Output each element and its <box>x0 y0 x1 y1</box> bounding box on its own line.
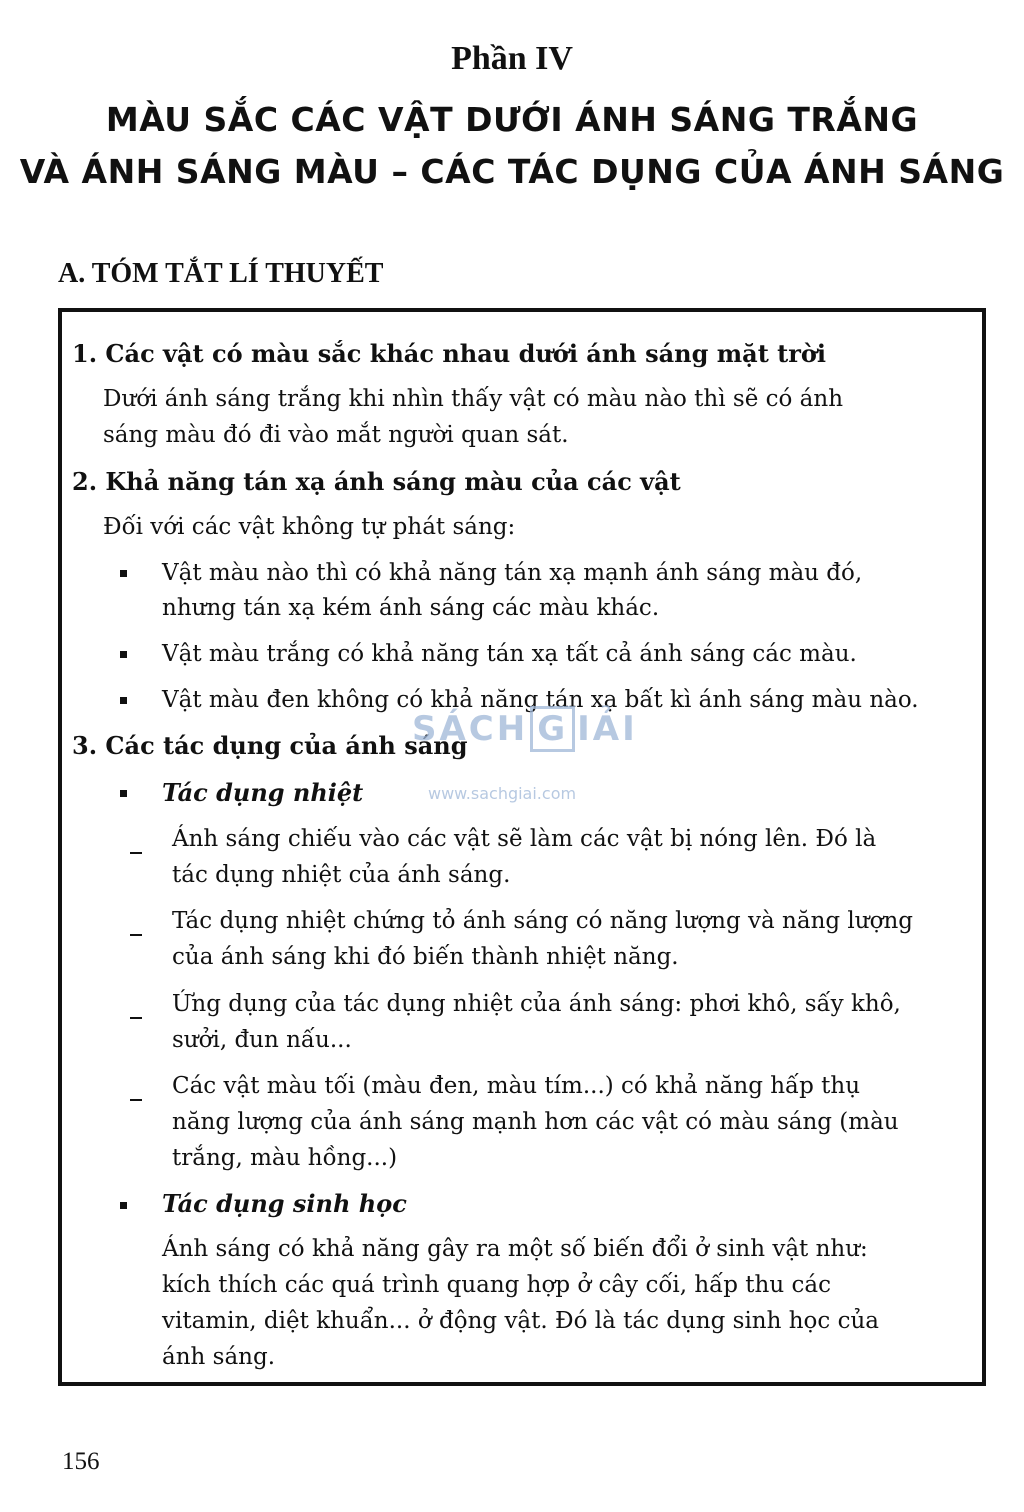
dash-icon <box>130 852 142 854</box>
bullet-3: Vật màu đen không có khả năng tán xạ bất kì ánh sáng màu nào. <box>162 687 919 713</box>
bullet-2: Vật màu trắng có khả năng tán xạ tất cả ánh sáng các màu. <box>162 641 857 667</box>
watermark-logo <box>412 706 638 752</box>
watermark-url: www.sachgiai.com <box>428 784 577 803</box>
dash-icon <box>130 934 142 936</box>
dash-item-4-line-2: năng lượng của ánh sáng mạnh hơn các vật có màu sáng (màu <box>172 1109 899 1135</box>
dash-item-4-line-1: Các vật màu tối (màu đen, màu tím...) có khả năng hấp thụ <box>172 1073 861 1099</box>
dash-item-2-line-2: của ánh sáng khi đó biến thành nhiệt năng. <box>172 944 679 970</box>
paragraph-3-line-1: Ánh sáng có khả năng gây ra một số biến đổi ở sinh vật như: <box>162 1236 868 1262</box>
heading-1: 1. Các vật có màu sắc khác nhau dưới ánh sáng mặt trời <box>72 339 826 368</box>
dash-item-1-line-2: tác dụng nhiệt của ánh sáng. <box>172 862 511 888</box>
heading-3: 3. Các tác dụng của ánh sáng <box>72 731 468 760</box>
bullet-icon <box>120 651 127 658</box>
dash-item-1-line-1: Ánh sáng chiếu vào các vật sẽ làm các vật bị nóng lên. Đó là <box>172 826 877 852</box>
watermark-logo-left: SÁCH <box>412 709 529 749</box>
bullet-1-line-1: Vật màu nào thì có khả năng tán xạ mạnh ánh sáng màu đó, <box>162 560 863 586</box>
bullet-icon <box>120 697 127 704</box>
paragraph-1-line-2: sáng màu đó đi vào mắt người quan sát. <box>103 422 569 448</box>
theory-summary-box <box>58 308 986 1386</box>
bullet-icon <box>120 1202 127 1209</box>
paragraph-3-line-2: kích thích các quá trình quang hợp ở cây cối, hấp thu các <box>162 1272 831 1298</box>
chapter-title-line-1: MÀU SẮC CÁC VẬT DƯỚI ÁNH SÁNG TRẮNG <box>105 100 919 139</box>
subheading-heat-effect: Tác dụng nhiệt <box>162 778 364 807</box>
part-label: Phần IV <box>451 40 573 77</box>
paragraph-3-line-3: vitamin, diệt khuẩn... ở động vật. Đó là tác dụng sinh học của <box>162 1308 879 1334</box>
section-heading: A. TÓM TẮT LÍ THUYẾT <box>58 258 384 289</box>
dash-item-3-line-2: sưởi, đun nấu... <box>172 1027 352 1053</box>
watermark-logo-g: G <box>530 706 575 752</box>
paragraph-1-line-1: Dưới ánh sáng trắng khi nhìn thấy vật có màu nào thì sẽ có ánh <box>103 386 844 412</box>
heading-2: 2. Khả năng tán xạ ánh sáng màu của các vật <box>72 467 681 496</box>
bullet-icon <box>120 570 127 577</box>
page-number: 156 <box>62 1448 100 1475</box>
watermark-logo-right: IẢI <box>577 709 638 749</box>
dash-icon <box>130 1099 142 1101</box>
dash-item-4-line-3: trắng, màu hồng...) <box>172 1145 398 1171</box>
chapter-title-line-2: VÀ ÁNH SÁNG MÀU – CÁC TÁC DỤNG CỦA ÁNH SÁNG <box>19 152 1005 191</box>
bullet-1-line-2: nhưng tán xạ kém ánh sáng các màu khác. <box>162 595 660 621</box>
dash-icon <box>130 1017 142 1019</box>
paragraph-2: Đối với các vật không tự phát sáng: <box>103 514 516 540</box>
watermark <box>412 706 638 803</box>
bullet-icon <box>120 790 127 797</box>
paragraph-3-line-4: ánh sáng. <box>162 1344 276 1370</box>
dash-item-2-line-1: Tác dụng nhiệt chứng tỏ ánh sáng có năng lượng và năng lượng <box>172 908 913 934</box>
dash-item-3-line-1: Ứng dụng của tác dụng nhiệt của ánh sáng: phơi khô, sấy khô, <box>172 991 901 1017</box>
subheading-bio-effect: Tác dụng sinh học <box>162 1189 407 1218</box>
